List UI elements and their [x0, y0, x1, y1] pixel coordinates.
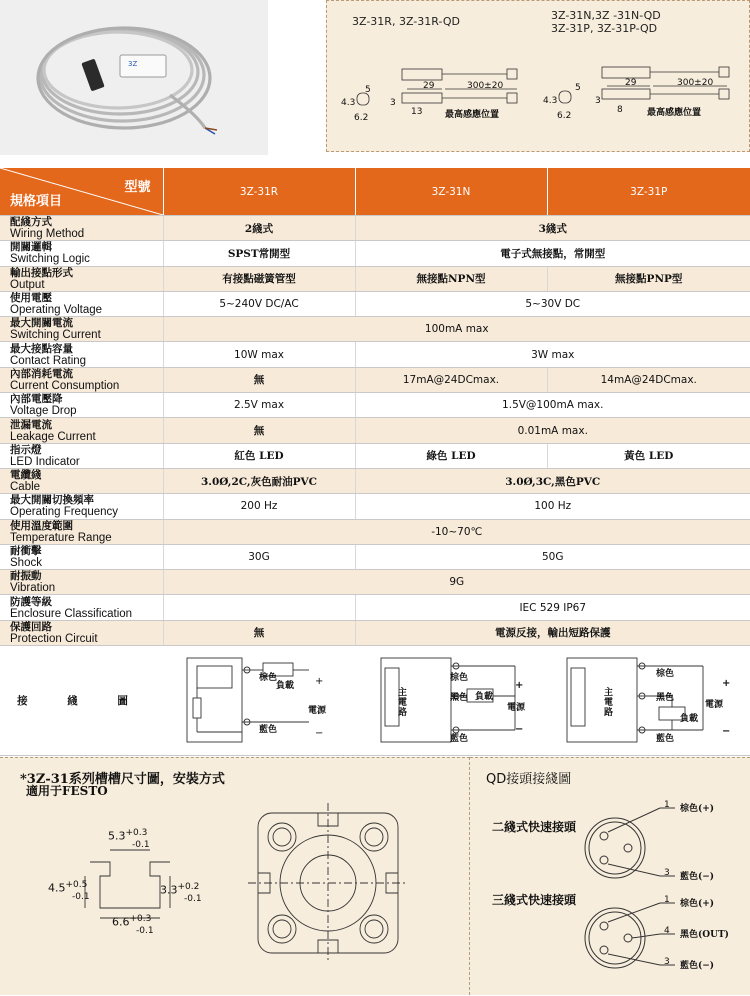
row-label-en: Switching Current — [10, 329, 101, 342]
row-enclosure — [0, 595, 750, 620]
cell-r — [163, 595, 355, 620]
row-label-en: LED Indicator — [10, 455, 80, 468]
row-label-en: Output — [10, 278, 45, 291]
header-model-p: 3Z-31P — [547, 168, 750, 216]
p-load: 負載 — [680, 714, 699, 724]
header-model-label: 型號 — [124, 180, 151, 195]
n-plus: + — [515, 680, 524, 691]
row-label-en: Operating Frequency — [10, 506, 119, 519]
cell-r: 紅色 LED — [163, 443, 355, 468]
cell-r: 2.5V max — [163, 393, 355, 418]
p-main-circuit: 主電路 — [604, 688, 614, 718]
row-label-zh: 最大接點容量 — [10, 342, 73, 355]
cell-p: 無接點PNP型 — [547, 266, 750, 291]
cell-r: 200 Hz — [163, 494, 355, 519]
dim-b-43: 4.3 — [543, 96, 558, 106]
wiring-diagram-r — [163, 646, 355, 756]
qd3-pin3-label: 藍色(−) — [680, 961, 715, 971]
dim-33: $3.3^{+0.2}$ — [160, 882, 200, 897]
spec-table — [0, 168, 750, 756]
row-switching-current — [0, 317, 750, 342]
photo-logo: 3Z — [128, 60, 138, 68]
dim-a-sense-pos: 最高感應位置 — [445, 110, 500, 120]
row-label-zh: 最大開關電流 — [10, 317, 73, 330]
row-label-en: Cable — [10, 481, 41, 494]
dim-45-minus: -0.1 — [72, 892, 90, 902]
dim-a-29: 29 — [423, 81, 435, 91]
groove-dimension-panel — [0, 757, 470, 995]
p-minus: − — [722, 726, 731, 737]
cell-r: 5~240V DC/AC — [163, 291, 355, 316]
dim-b-5: 5 — [575, 83, 581, 93]
qd3-pin1: 1 — [664, 895, 670, 905]
row-label-en: Voltage Drop — [10, 405, 77, 418]
row-wiring-diagram — [0, 646, 750, 756]
cell-np: 100 Hz — [355, 494, 750, 519]
row-temperature-range — [0, 519, 750, 544]
p-power: 電源 — [705, 700, 724, 710]
row-label-en: Enclosure Classification — [10, 607, 133, 620]
row-label-zh: 開關邏輯 — [10, 241, 52, 254]
dim-b-62: 6.2 — [557, 111, 572, 121]
n-black: 黑色 — [450, 693, 469, 703]
dim-b-300: 300±20 — [677, 78, 714, 88]
qd3-pin3: 3 — [664, 957, 670, 967]
product-photo — [0, 0, 268, 155]
row-label-zh: 耐衝擊 — [10, 545, 42, 557]
n-load: 負載 — [475, 692, 494, 702]
groove-title: *3Z-31系列槽槽尺寸圖，安裝方式 — [20, 772, 225, 787]
header-item-label: 規格項目 — [10, 194, 63, 209]
qd2-pin1: 1 — [664, 800, 670, 810]
header-model-n: 3Z-31N — [355, 168, 547, 216]
row-label-en: Switching Logic — [10, 253, 90, 266]
n-main-circuit: 主電路 — [398, 688, 408, 718]
dim-b-29: 29 — [625, 78, 637, 88]
n-blue: 藍色 — [450, 734, 469, 744]
dim-b-3: 3 — [595, 96, 601, 106]
row-wiring-method — [0, 216, 750, 241]
cell-all: -10~70℃ — [163, 519, 750, 544]
row-switching-logic — [0, 241, 750, 266]
cell-r: 30G — [163, 544, 355, 569]
cell-r: 10W max — [163, 342, 355, 367]
dim-title-n: 3Z-31N,3Z -31N-QD — [551, 9, 661, 22]
row-label-zh: 使用溫度範圍 — [10, 519, 73, 532]
cell-np: 3W max — [355, 342, 750, 367]
row-leakage-current — [0, 418, 750, 443]
row-protection-circuit — [0, 620, 750, 645]
cell-all: 9G — [163, 570, 750, 595]
dim-title-p: 3Z-31P, 3Z-31P-QD — [551, 22, 658, 35]
qd-two-wire-title: 二綫式快速接頭 — [492, 820, 577, 834]
dimension-drawing-panel — [326, 0, 750, 152]
row-label-zh: 內部電壓降 — [10, 393, 63, 406]
r-blue: 藍色 — [259, 725, 278, 735]
row-label-en: Protection Circuit — [10, 632, 98, 645]
qd3-pin4-label: 黑色(OUT) — [680, 930, 729, 940]
row-label-zh: 輸出接點形式 — [10, 266, 73, 279]
cell-r: 無 — [163, 418, 355, 443]
r-minus: − — [315, 728, 324, 739]
row-label-en: Contact Rating — [10, 354, 87, 367]
p-brown: 棕色 — [656, 669, 675, 679]
cell-np: 50G — [355, 544, 750, 569]
dim-a-62: 6.2 — [354, 113, 369, 123]
dim-b-sense-pos: 最高感應位置 — [647, 108, 702, 118]
cell-p: 14mA@24DCmax. — [547, 367, 750, 392]
cell-np: 5~30V DC — [355, 291, 750, 316]
dim-53: $5.3^{+0.3}$ — [108, 828, 148, 843]
r-power: 電源 — [308, 706, 327, 716]
row-led-indicator — [0, 443, 750, 468]
row-label-en: Temperature Range — [10, 531, 112, 544]
row-label-en: Wiring Method — [10, 228, 85, 241]
dim-a-3: 3 — [390, 98, 396, 108]
row-label-zh: 最大開關切換頻率 — [10, 494, 94, 507]
row-label-en: Operating Voltage — [10, 304, 103, 317]
cell-n: 無接點NPN型 — [355, 266, 547, 291]
header-model-r: 3Z-31R — [163, 168, 355, 216]
row-label-zh: 耐振動 — [10, 570, 42, 583]
cell-r: 2綫式 — [163, 216, 355, 241]
dim-33-minus: -0.1 — [184, 894, 202, 904]
cell-r: SPST常開型 — [163, 241, 355, 266]
cell-n: 綠色 LED — [355, 443, 547, 468]
cell-r: 無 — [163, 367, 355, 392]
p-black: 黑色 — [656, 693, 675, 703]
header-corner — [0, 168, 163, 216]
cell-r: 有接點磁簧管型 — [163, 266, 355, 291]
qd2-pin3-label: 藍色(−) — [680, 872, 715, 882]
cell-n: 17mA@24DCmax. — [355, 367, 547, 392]
row-voltage-drop — [0, 393, 750, 418]
p-blue: 藍色 — [656, 734, 675, 744]
dim-title-r: 3Z-31R, 3Z-31R-QD — [352, 15, 460, 28]
n-power: 電源 — [507, 703, 526, 713]
cell-np: 3綫式 — [355, 216, 750, 241]
cell-r: 3.0Ø,2C,灰色耐油PVC — [163, 468, 355, 493]
dim-b-8: 8 — [617, 105, 623, 115]
wiring-diagram-label: 接 綫 圖 — [0, 646, 163, 756]
row-output — [0, 266, 750, 291]
row-label-zh: 防護等級 — [10, 595, 52, 608]
row-label-zh: 泄漏電流 — [10, 418, 52, 431]
row-operating-frequency — [0, 494, 750, 519]
cell-np: 電源反接，輸出短路保護 — [355, 620, 750, 645]
p-plus: + — [722, 678, 731, 689]
row-label-zh: 配綫方式 — [10, 216, 52, 229]
cell-p: 黃色 LED — [547, 443, 750, 468]
dim-45: $4.5^{+0.5}$ — [48, 880, 88, 895]
cell-np: 1.5V@100mA max. — [355, 393, 750, 418]
row-label-en: Vibration — [10, 582, 56, 595]
dim-a-5: 5 — [365, 85, 371, 95]
n-minus: − — [515, 724, 524, 735]
qd3-pin1-label: 棕色(+) — [680, 899, 715, 909]
row-cable — [0, 468, 750, 493]
cell-np: 電子式無接點，常開型 — [355, 241, 750, 266]
qd2-pin1-label: 棕色(+) — [680, 804, 715, 814]
dim-a-300: 300±20 — [467, 81, 504, 91]
row-shock — [0, 544, 750, 569]
groove-subtitle: 適用于FESTO — [26, 784, 108, 798]
r-plus: + — [315, 676, 324, 687]
cell-np: IEC 529 IP67 — [355, 595, 750, 620]
row-label-en: Shock — [10, 557, 42, 569]
dim-53-minus: -0.1 — [132, 840, 150, 850]
qd-three-wire-title: 三綫式快速接頭 — [492, 893, 577, 907]
row-label-zh: 保護回路 — [10, 620, 52, 633]
cell-np: 3.0Ø,3C,黑色PVC — [355, 468, 750, 493]
qd-connector-panel — [470, 757, 750, 995]
r-load: 負載 — [276, 681, 295, 691]
dim-a-43: 4.3 — [341, 98, 356, 108]
row-label-en: Leakage Current — [10, 430, 96, 443]
qd-title: QD接頭接綫圖 — [486, 772, 572, 787]
dim-66-minus: -0.1 — [136, 926, 154, 936]
dim-a-13: 13 — [411, 107, 423, 117]
cell-np: 0.01mA max. — [355, 418, 750, 443]
row-vibration — [0, 570, 750, 595]
row-contact-rating — [0, 342, 750, 367]
qd2-pin3: 3 — [664, 868, 670, 878]
row-label-en: Current Consumption — [10, 379, 120, 392]
row-current-consumption — [0, 367, 750, 392]
qd3-pin4: 4 — [664, 926, 670, 936]
row-label-zh: 內部消耗電流 — [10, 367, 73, 380]
dim-66: $6.6^{+0.3}$ — [112, 914, 152, 929]
row-label-zh: 電纜綫 — [10, 469, 42, 482]
cell-r: 無 — [163, 620, 355, 645]
row-label-zh: 使用電壓 — [10, 292, 52, 305]
cell-all: 100mA max — [163, 317, 750, 342]
r-brown: 棕色 — [259, 673, 278, 683]
row-operating-voltage — [0, 291, 750, 316]
table-header-row — [0, 168, 750, 216]
row-label-zh: 指示燈 — [10, 443, 42, 456]
n-brown: 棕色 — [450, 673, 469, 683]
